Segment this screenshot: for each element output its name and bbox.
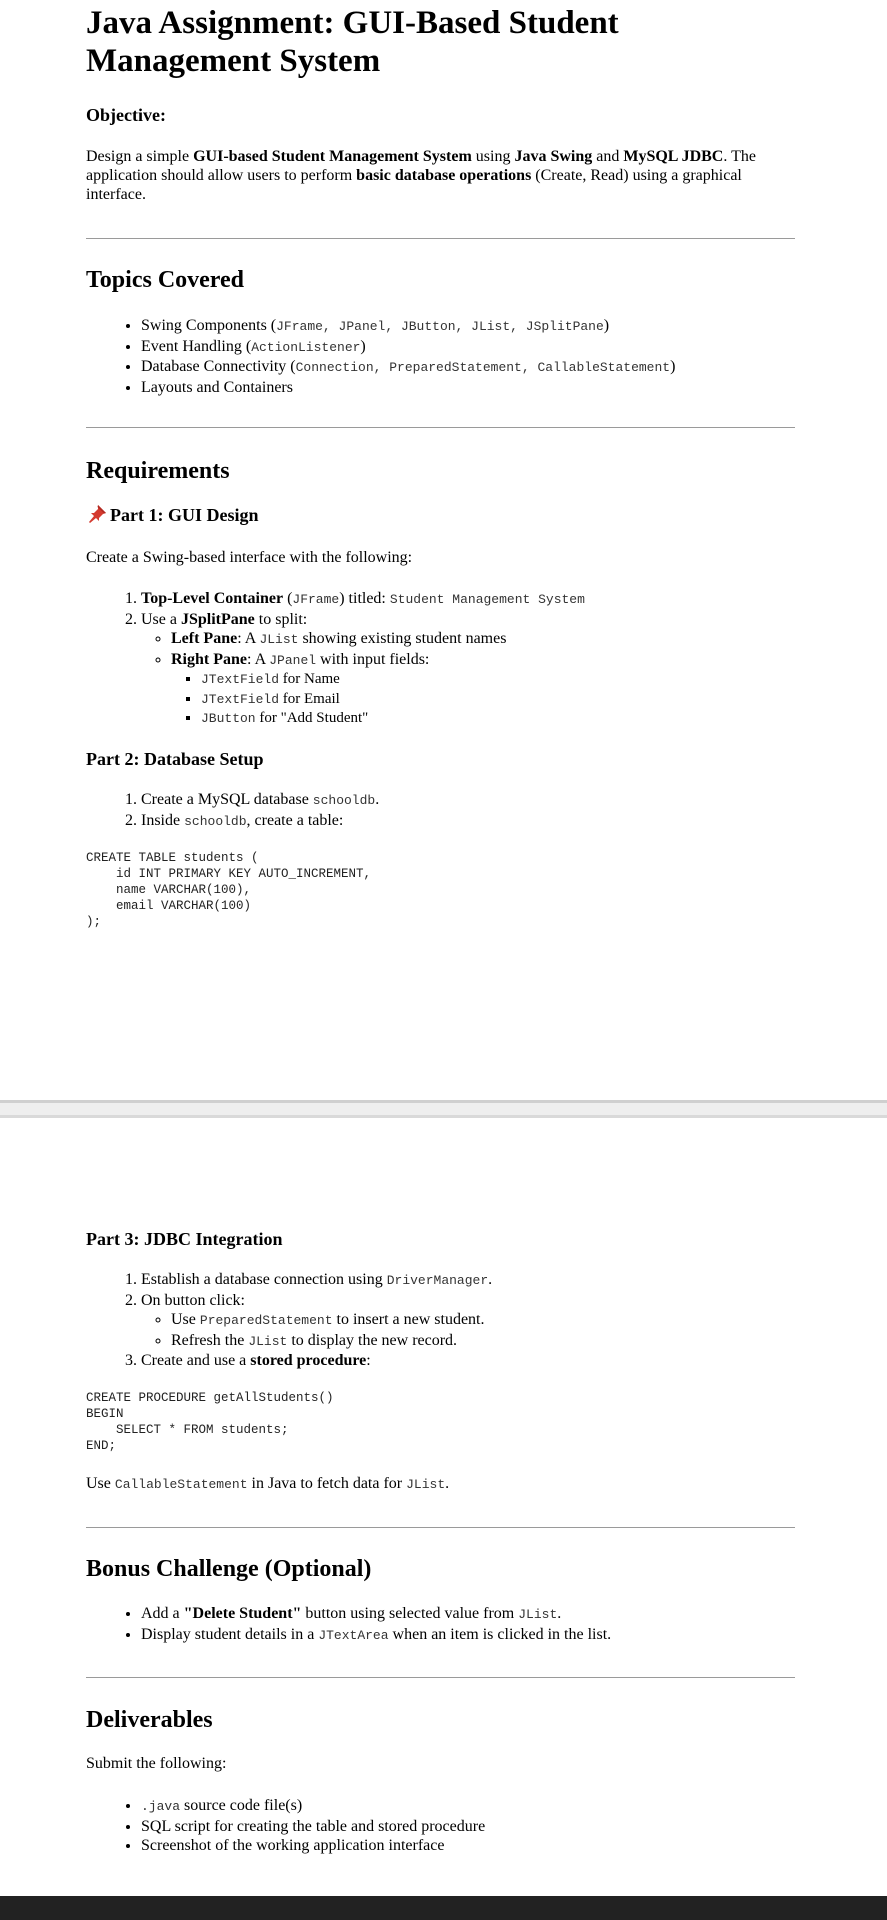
objective-paragraph: Design a simple GUI-based Student Management System using Java Swing and MySQL JDBC. The application should allow users to perform basic database operations (Create, Read) using a graphical interface. <box>86 148 756 203</box>
list-item: • SQL script for creating the table and stored procedure <box>141 1817 800 1837</box>
list-item: 1. Top-Level Container (JFrame) titled: Student Management System <box>141 589 800 610</box>
list-item: 3. Create and use a stored procedure: <box>141 1351 800 1371</box>
part1-steps <box>86 589 800 729</box>
part2-heading: Part 2: Database Setup <box>86 749 264 769</box>
list-item: • .java source code file(s) <box>141 1796 800 1817</box>
list-item: • Layouts and Containers <box>141 378 800 398</box>
divider <box>86 238 800 239</box>
main-title: Java Assignment: GUI-Based Student Management System <box>86 5 619 79</box>
requirements-heading: Requirements <box>86 458 230 484</box>
list-item: • Screenshot of the working application interface <box>141 1836 800 1856</box>
bottom-bar <box>0 1896 887 1920</box>
document-page-2 <box>0 1118 887 1896</box>
list-item: ◦ Right Pane: A JPanel with input fields: ▪ JTextField for Name ▪ JTextField for Email ▪ JButton for "Add Student" <box>171 650 800 729</box>
list-item: 1. Create a MySQL database schooldb. <box>141 790 800 811</box>
list-item: • Add a "Delete Student" button using selected value from JList. <box>141 1604 800 1625</box>
topics-heading: Topics Covered <box>86 267 245 293</box>
part3-steps <box>86 1270 800 1371</box>
list-item: ◦ Use PreparedStatement to insert a new student. <box>171 1310 800 1331</box>
deliverables-list <box>86 1796 800 1856</box>
list-item: • Display student details in a JTextArea when an item is clicked in the list. <box>141 1625 800 1646</box>
list-item: ▪ JTextField for Name <box>201 670 800 690</box>
list-item: • Swing Components (JFrame, JPanel, JButton, JList, JSplitPane) <box>141 316 800 337</box>
callable-note: Use CallableStatement in Java to fetch data for JList. <box>86 1475 450 1492</box>
page-separator <box>0 1100 887 1118</box>
part2-steps <box>86 790 800 831</box>
deliverables-heading: Deliverables <box>86 1707 213 1733</box>
bonus-heading: Bonus Challenge (Optional) <box>86 1556 372 1582</box>
list-item: 2. Inside schooldb, create a table: <box>141 811 800 832</box>
divider <box>86 1527 800 1528</box>
pushpin-icon <box>86 504 108 524</box>
topics-list <box>86 316 800 397</box>
deliverables-intro: Submit the following: <box>86 1755 227 1772</box>
list-item: ▪ JButton for "Add Student" <box>201 709 800 729</box>
list-item: 1. Establish a database connection using DriverManager. <box>141 1270 800 1291</box>
list-item: • Database Connectivity (Connection, PreparedStatement, CallableStatement) <box>141 357 800 378</box>
part1-heading: Part 1: GUI Design <box>86 504 800 526</box>
list-item: • Event Handling (ActionListener) <box>141 337 800 358</box>
bonus-list <box>86 1604 800 1645</box>
list-item: ◦ Left Pane: A JList showing existing student names <box>171 629 800 650</box>
list-item: 2. On button click: ◦ Use PreparedStatement to insert a new student. ◦ Refresh the JList to display the new record. <box>141 1291 800 1352</box>
divider <box>86 1677 800 1678</box>
divider <box>86 427 800 428</box>
list-item: 2. Use a JSplitPane to split: ◦ Left Pane: A JList showing existing student names ◦ Right Pane: A JPanel with input fields: ▪ JTextField for Name ▪ JTextField for Email ▪ JButton for "Add Student" <box>141 610 800 729</box>
list-item: ▪ JTextField for Email <box>201 690 800 710</box>
part3-heading: Part 3: JDBC Integration <box>86 1229 283 1249</box>
list-item: ◦ Refresh the JList to display the new record. <box>171 1331 800 1352</box>
sql-create-table-code: CREATE TABLE students ( id INT PRIMARY KEY AUTO_INCREMENT, name VARCHAR(100), email VARCHAR(100) ); <box>86 851 372 929</box>
objective-heading: Objective: <box>86 105 166 125</box>
sql-procedure-code: CREATE PROCEDURE getAllStudents() BEGIN SELECT * FROM students; END; <box>86 1391 334 1453</box>
part1-intro: Create a Swing-based interface with the following: <box>86 549 413 566</box>
